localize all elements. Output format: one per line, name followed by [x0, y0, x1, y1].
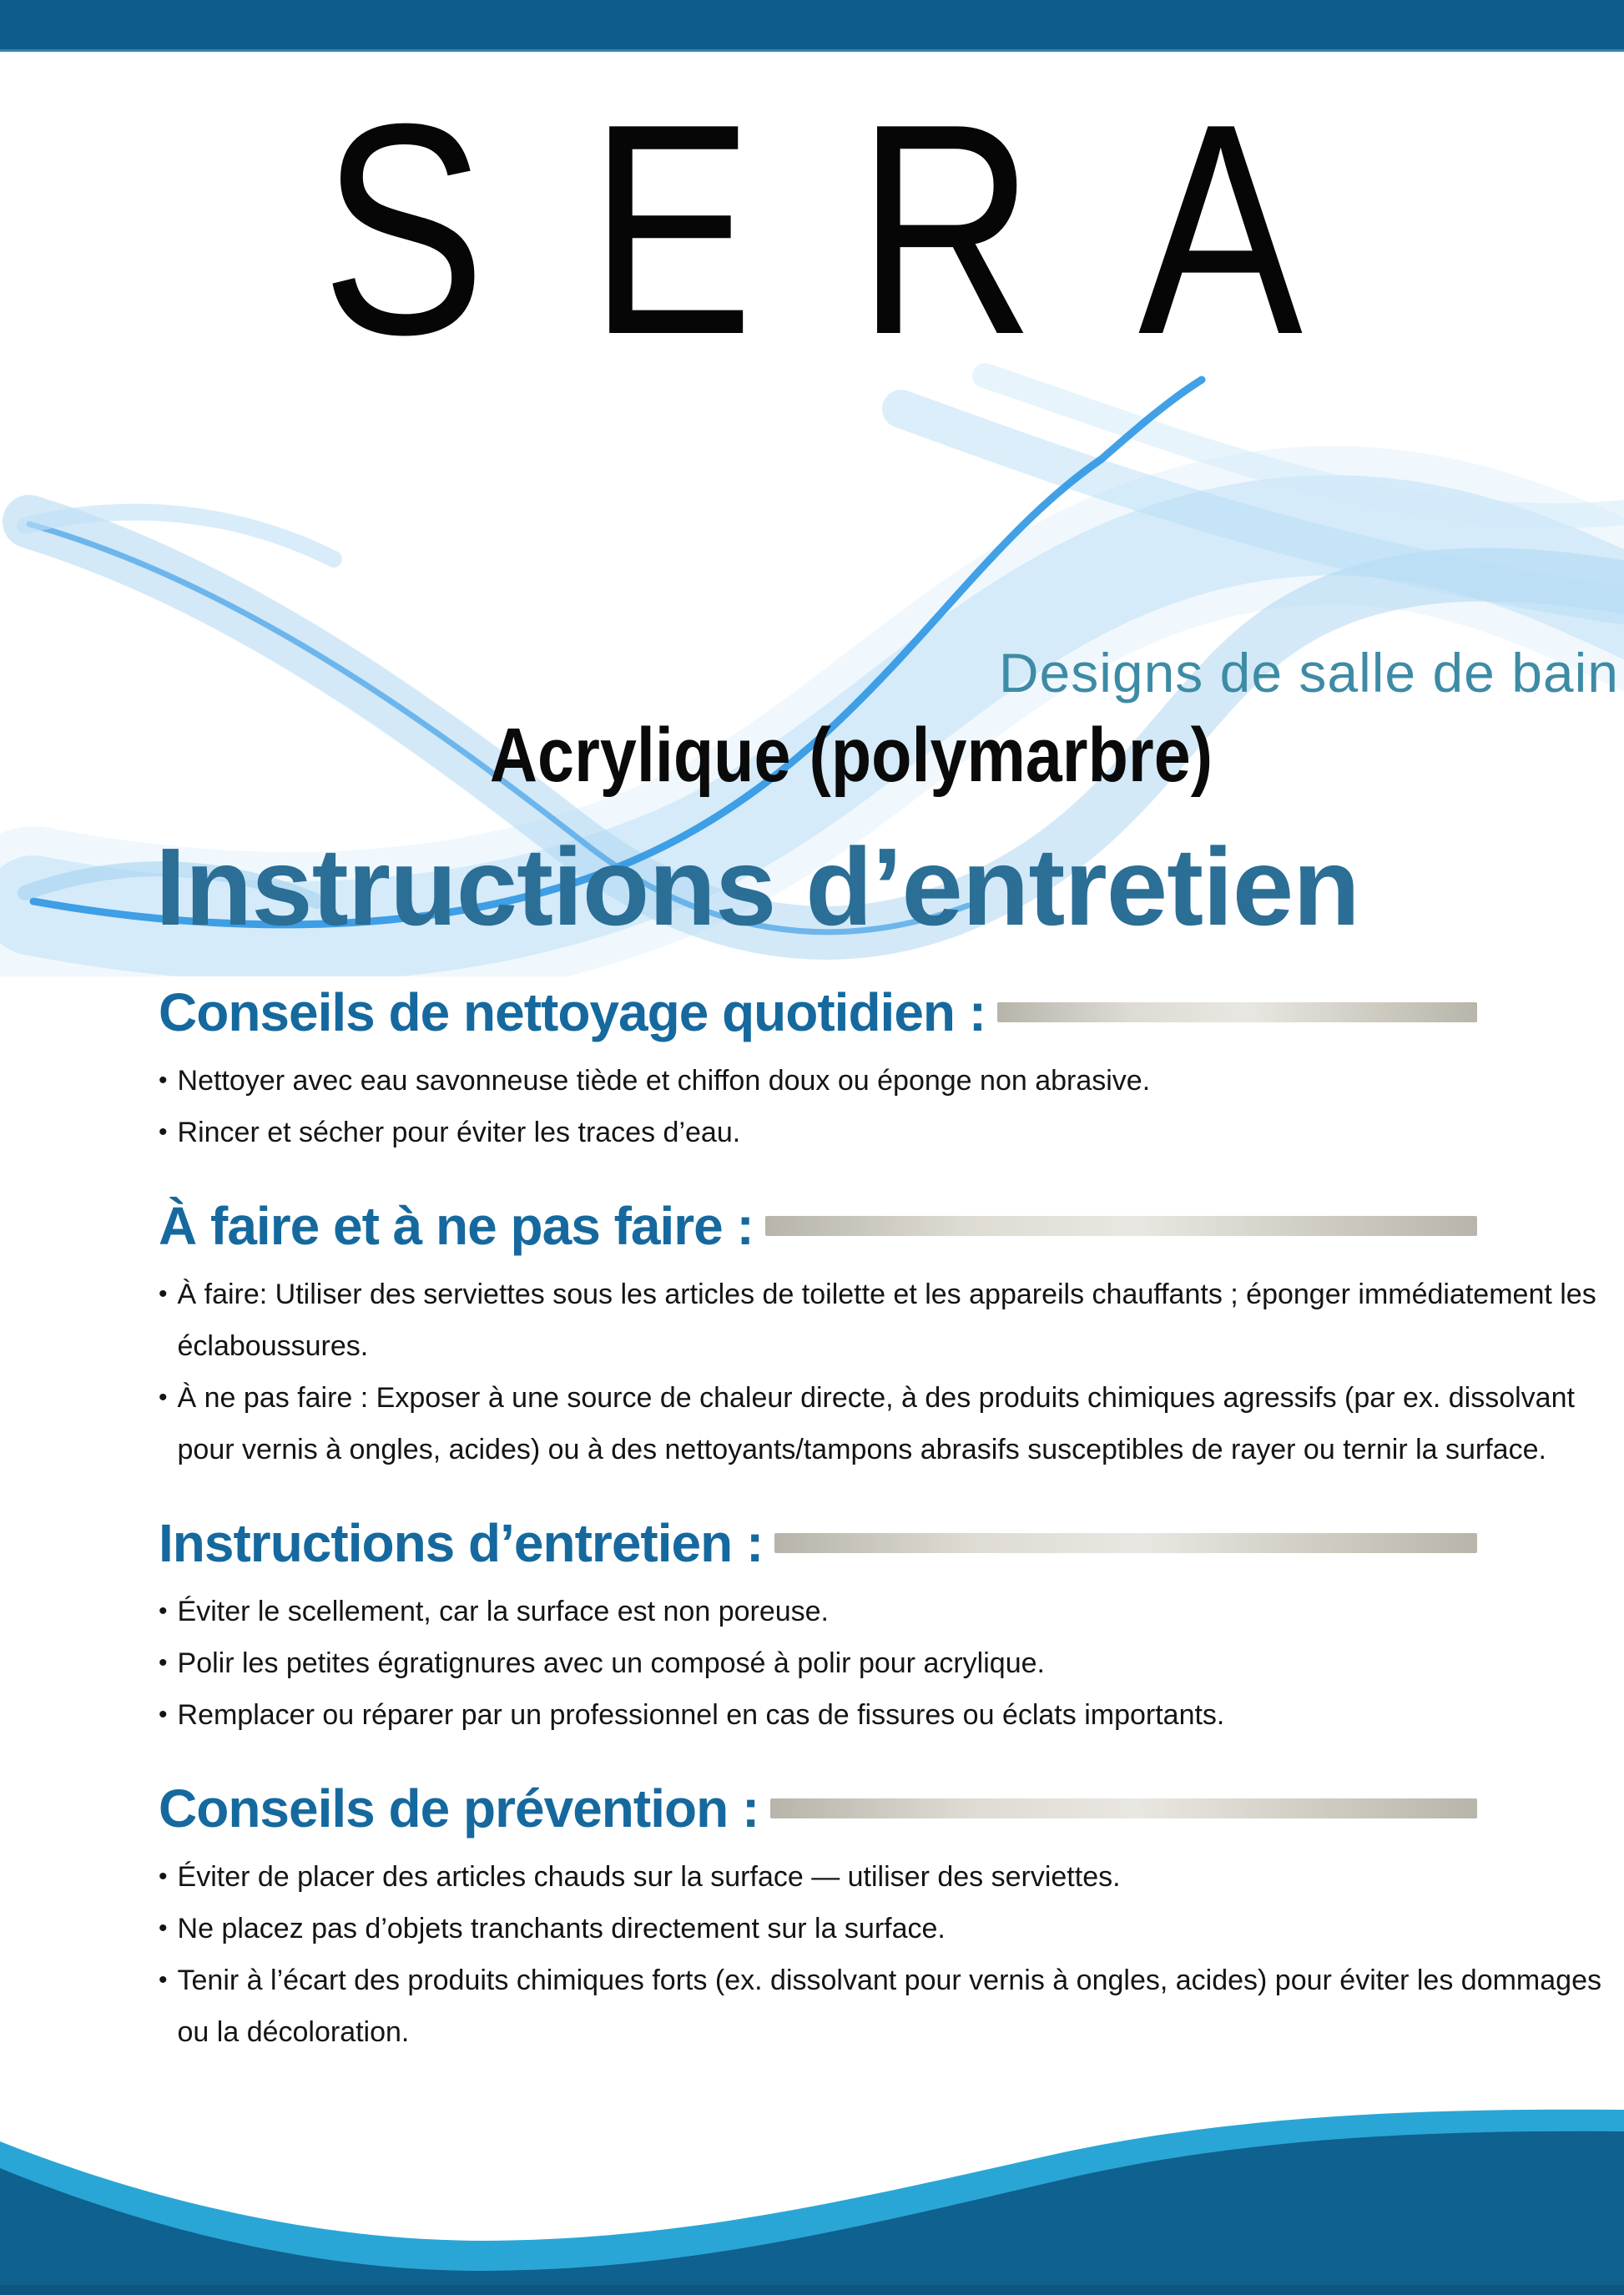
bullet-icon: • [159, 1067, 168, 1094]
footer-wave-dark [0, 2131, 1624, 2295]
bullet-icon: • [159, 1863, 168, 1890]
footer-wave-light [0, 2110, 1624, 2295]
bullet-text: À faire: Utiliser des serviettes sous les articles de toilette et les appareils chauffants ; éponger immédiatement les éclaboussures. [177, 1279, 1596, 1362]
bullet-list [159, 1586, 1602, 1741]
brand-tagline: Designs de salle de bain [998, 642, 1619, 704]
bullet-icon: • [159, 1280, 168, 1308]
bullet-text: À ne pas faire : Exposer à une source de chaleur directe, à des produits chimiques agressifs (par ex. dissolvant pour vernis à ongles, acides) ou à des nettoyants/tampons abrasifs susceptibles de rayer ou ternir la surface. [177, 1382, 1575, 1465]
heading-accent-bar [770, 1798, 1477, 1818]
bullet-text: Nettoyer avec eau savonneuse tiède et chiffon doux ou éponge non abrasive. [177, 1065, 1151, 1097]
bullet-text: Polir les petites égratignures avec un composé à polir pour acrylique. [177, 1647, 1045, 1679]
section-heading-row [159, 1514, 1477, 1572]
bullet-icon: • [159, 1597, 168, 1625]
section-maintenance [159, 1514, 1602, 1741]
list-item [159, 1055, 1602, 1107]
list-item [159, 1107, 1602, 1158]
section-heading-row [159, 983, 1477, 1042]
bullet-icon: • [159, 1914, 168, 1942]
section-daily-cleaning [159, 983, 1602, 1158]
list-item [159, 1372, 1602, 1475]
material-subtitle: Acrylique (polymarbre) [489, 713, 1213, 798]
list-item [159, 1689, 1602, 1741]
section-dos-donts [159, 1197, 1602, 1475]
bullet-icon: • [159, 1384, 168, 1411]
section-heading: Instructions d’entretien : [159, 1513, 764, 1573]
bullet-list [159, 1851, 1602, 2058]
brand-wordmark: SERA [321, 62, 1406, 397]
list-item [159, 1851, 1602, 1903]
bullet-icon: • [159, 1966, 168, 1994]
care-instructions [159, 983, 1602, 2096]
heading-accent-bar [765, 1216, 1477, 1236]
page-title: Instructions d’entretien [155, 825, 1359, 948]
top-banner [0, 0, 1624, 52]
bullet-icon: • [159, 1649, 168, 1677]
bullet-list [159, 1055, 1602, 1158]
list-item [159, 1269, 1602, 1372]
list-item [159, 1586, 1602, 1637]
section-heading: Conseils de nettoyage quotidien : [159, 982, 986, 1042]
section-heading-row [159, 1779, 1477, 1838]
bullet-text: Rincer et sécher pour éviter les traces d’eau. [177, 1117, 741, 1148]
list-item [159, 1903, 1602, 1955]
list-item [159, 1637, 1602, 1689]
footer-bottom-strip [0, 2285, 1624, 2295]
section-prevention [159, 1779, 1602, 2058]
bullet-text: Ne placez pas d’objets tranchants directement sur la surface. [177, 1913, 946, 1944]
section-heading: Conseils de prévention : [159, 1778, 759, 1839]
bullet-text: Éviter de placer des articles chauds sur la surface — utiliser des serviettes. [177, 1861, 1121, 1893]
heading-accent-bar [997, 1002, 1477, 1022]
list-item [159, 1955, 1602, 2058]
bullet-text: Tenir à l’écart des produits chimiques forts (ex. dissolvant pour vernis à ongles, acides) pour éviter les dommages ou la décoloration. [177, 1965, 1601, 2048]
bullet-icon: • [159, 1701, 168, 1728]
bullet-list [159, 1269, 1602, 1475]
section-heading: À faire et à ne pas faire : [159, 1196, 754, 1256]
section-heading-row [159, 1197, 1477, 1255]
bullet-text: Remplacer ou réparer par un professionnel en cas de fissures ou éclats importants. [177, 1699, 1225, 1731]
bullet-icon: • [159, 1118, 168, 1146]
heading-accent-bar [774, 1533, 1477, 1553]
bullet-text: Éviter le scellement, car la surface est non poreuse. [177, 1596, 830, 1627]
